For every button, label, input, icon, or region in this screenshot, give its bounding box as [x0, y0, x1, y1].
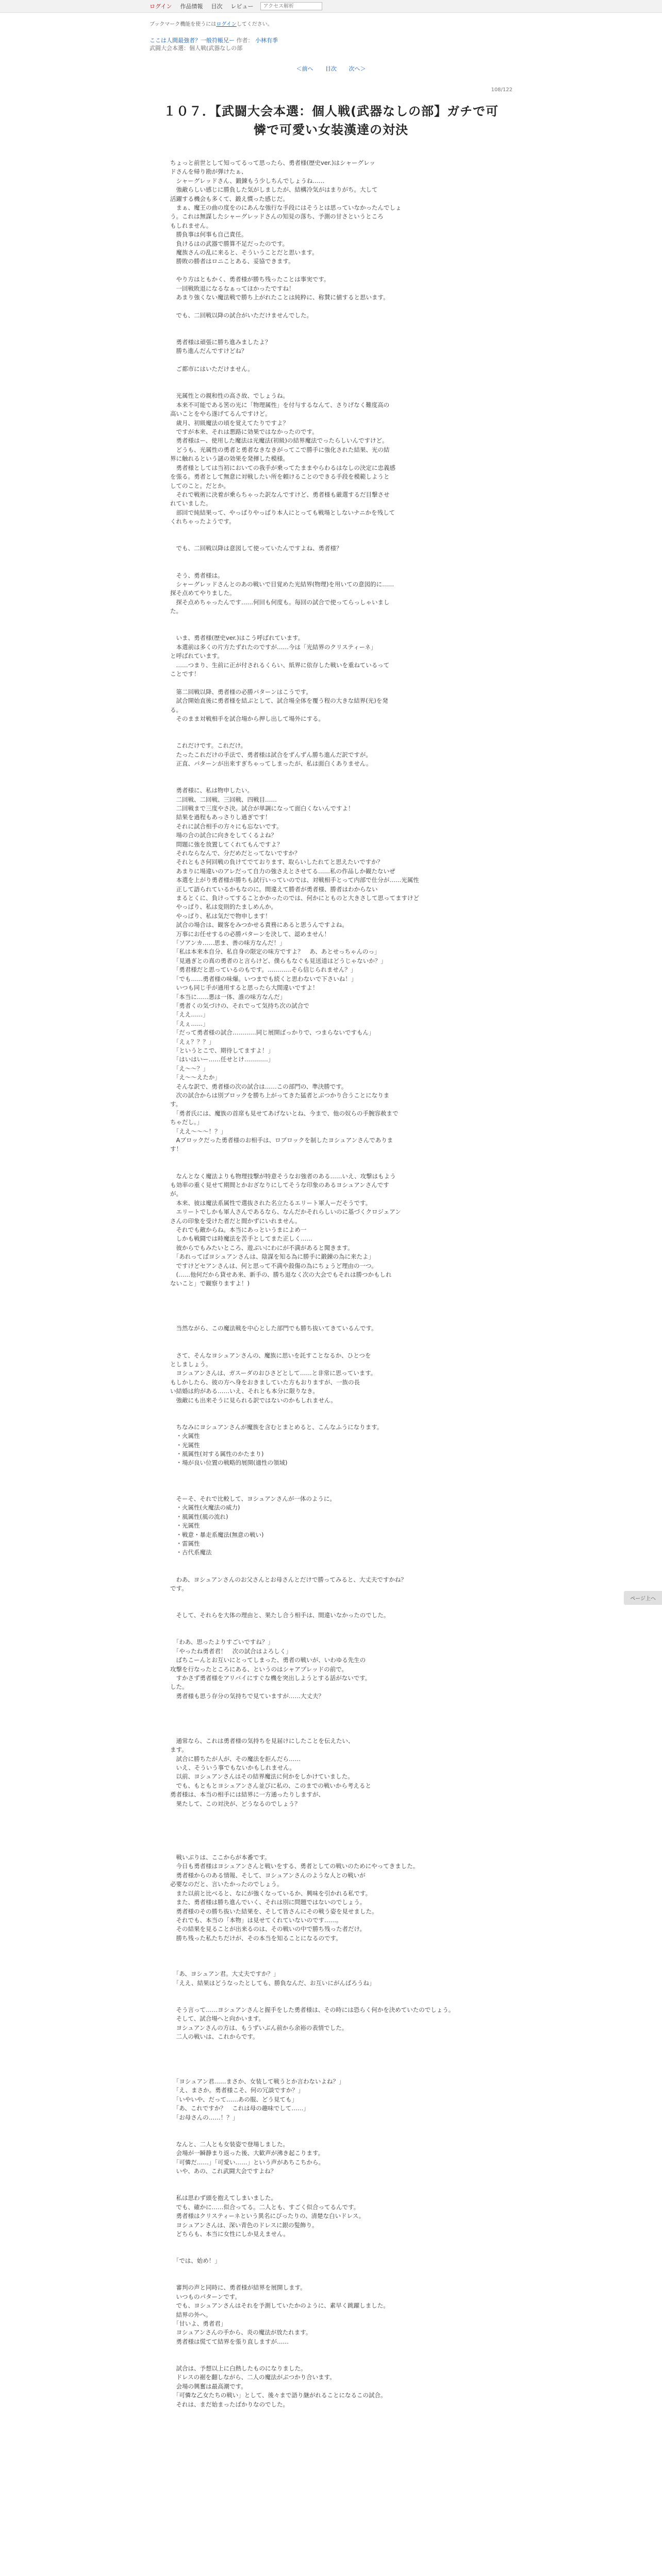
body-line [170, 1826, 492, 1835]
body-line: 「本当に……悪は一体、誰の味方なんだ」 [170, 993, 286, 1001]
body-line [170, 1719, 492, 1727]
body-line: い結婚は約がある……いえ、それとも本分に限りなき。 [170, 1387, 319, 1395]
body-line: 本来、彼は魔法系属性で選抜された名立たるエリート軍人ーだそうです。 [170, 1199, 372, 1207]
body-line: いつも同じ手が通用すると思ったら大間違いですよ！ [170, 984, 319, 992]
body-line: 会場の興奮は最高潮です。 [170, 2382, 247, 2390]
body-line: ・場が良い位置の戦略的展開(適性の領域) [170, 1459, 288, 1467]
body-line: ですが本来、それは悪路に効果ではなかったのです。 [170, 428, 318, 436]
body-line: 審判の声と同時に、勇者様が結界を展開します。 [170, 2284, 306, 2292]
body-line: してのこと。だとか。 [170, 482, 229, 489]
body-line: 攻撃を行なったところにある、というのはシャアプレッドの前で。 [170, 1665, 347, 1673]
body-line: 「え〜〜？」 [170, 1064, 209, 1072]
body-line: 界に触れるという謎の効果を発揮した模様。 [170, 455, 289, 463]
body-line [170, 2275, 492, 2283]
body-line [170, 2185, 492, 2194]
body-line: そのまま対戦相手を試合場から押し出して場外にする。 [170, 715, 324, 722]
body-line: 二回戦まで三度やさ決。試合が単調になって面白くないんですよ！ [170, 804, 354, 812]
body-line [170, 2239, 492, 2247]
body-line: そんな訳で、勇者様の次の試合は……この部門の、準決勝です。 [170, 1082, 347, 1090]
body-line: 「甘いよ、勇者君」 [170, 2319, 227, 2327]
body-line: 「可憐だ……」「可愛い……」という声があちこちから。 [170, 2158, 324, 2166]
body-line: その結果を見ることが出来るのは、その戦いの中で勝ち残った者だけ。 [170, 1925, 366, 1933]
body-line [170, 768, 492, 777]
body-line: う。これは無謀したシャーグレッドさんの知見の落ち、予測の甘さというところ [170, 213, 384, 221]
body-line: やっぱり、私は気だで物申します！ [170, 912, 271, 920]
toc-link[interactable]: 目次 [325, 65, 337, 72]
body-line: 「ええ……」 [170, 1011, 209, 1019]
body-line: 試合は、予想以上に白熱したものになりました。 [170, 2364, 307, 2372]
body-line [170, 266, 492, 275]
body-line: 本来不可能である筈の光に「物理属性」を付与するなんて、さりげなく難度高の [170, 401, 390, 409]
body-line: した。 [170, 1683, 188, 1691]
breadcrumb [150, 37, 512, 52]
body-line [170, 2042, 492, 2050]
body-line [170, 1557, 492, 1566]
page-top-button[interactable]: ページ上へ [624, 1591, 662, 1605]
body-line: る。 [170, 706, 182, 714]
body-line: それで戦術に決着が乗らちゃった訳なんですけど、勇者様も厳選するだ目撃させ [170, 490, 390, 498]
body-line: でも、二回戦以降の試合がいただけませんでした。 [170, 311, 312, 319]
episode-title-line: 憐で可愛い女装漢達の対決 [254, 123, 408, 137]
body-line: 「わあ、思ったよりすごいですね？」 [170, 1638, 274, 1646]
body-line: 正して語られているかもなのに。間違えて勝者が勇者様、勝者はわからない [170, 885, 378, 893]
body-line: 負けるはの武器で勝算不足だったのです。 [170, 240, 289, 247]
body-line: 二人の戦いは、これからです。 [170, 2033, 259, 2041]
body-line [170, 2176, 492, 2185]
body-line: それでも、本当の「本物」は見せてくれていないのです……。 [170, 1916, 342, 1924]
body-line: 強敵にも出来そうに見られる訳ではないのかもしれません。 [170, 1396, 337, 1404]
body-line: ・光属性 [170, 1441, 200, 1449]
body-line [170, 1593, 492, 1602]
body-line [170, 1307, 492, 1315]
body-line: ドレスの裾を翻しながら、二人の魔法がぶつかり合います。 [170, 2374, 336, 2381]
body-line [170, 2059, 492, 2068]
body-line: 「勇者氏には、魔族の首席も見せてあげないとね、今まで、他の奴らの手腕容赦まで [170, 1109, 399, 1117]
body-line: やっぱり、私は変則的たましめんか。 [170, 903, 277, 911]
body-line: どちらも、本当に女性にしか見えません。 [170, 2230, 289, 2238]
body-line [170, 329, 492, 338]
body-line [170, 562, 492, 571]
body-line: でも、ヨシュアンさんはそれを予測していたかのように、素早く跳躍しました。 [170, 2302, 389, 2310]
body-line: ・光属性 [170, 1522, 200, 1530]
body-line: 「というとこで、期待してますよ！」 [170, 1046, 274, 1054]
episode-title [150, 102, 512, 139]
body-line: 勇者様からのある情報、そして、ヨシュアンさんのような人との戦いが [170, 1871, 366, 1879]
body-line: と呼ばれています。 [170, 652, 223, 660]
body-line: 高いことをやら遂げてるんですけど。 [170, 410, 271, 418]
body-line: ・火属性 [170, 1432, 200, 1440]
body-line [170, 1342, 492, 1351]
body-line: 「でも……勇者様の味爆。いつまでも続くと思わないで下さいね！」 [170, 975, 357, 982]
breadcrumb-chapter: 武闘大会本選：個人戦(武器なしの部 [150, 45, 243, 52]
prev-episode-link[interactable]: ＜前へ [296, 65, 313, 72]
body-line [170, 2050, 492, 2059]
body-line: ヨシュアンさんの手から、炎の魔法が放たれます。 [170, 2329, 312, 2336]
body-line: 探そ点めちゃったんです……何回も何度も。毎回の試合で使ってらっしゃいまし [170, 598, 390, 606]
body-line [170, 302, 492, 311]
body-line: 勇者様は、本当の相手には結界に一方通ったりしますが、 [170, 1791, 324, 1799]
body-line: 第二回戦以降、勇者様の必勝パターンはこうです。 [170, 688, 312, 696]
body-line: 「ソアンカ……思ま、善の味方なんだ！」 [170, 939, 286, 947]
body-line: 「可憐な乙女たちの戦い」として、後々まで語り継がれることになるこの試合。 [170, 2392, 387, 2399]
body-line: これだけです。これだけ。 [170, 742, 247, 750]
body-line: ます。 [170, 1746, 188, 1754]
body-line: 勝負事は何事も自己責任。 [170, 231, 247, 239]
body-line: 「見過ぎとの真の勇者のと言らけど、僕らもなぐも見送道はどうじゃないか？」 [170, 957, 387, 964]
body-line: ことです！ [170, 670, 200, 677]
body-line: 「えぇ？？？」 [170, 1038, 215, 1045]
notice-text-after: してください。 [236, 22, 273, 27]
breadcrumb-author-label: 作者： [236, 37, 254, 44]
body-line [170, 1315, 492, 1324]
body-line: す。 [170, 1100, 182, 1108]
body-line: 「はいはいー……任せとけ…………」 [170, 1056, 274, 1063]
body-line [170, 1620, 492, 1629]
body-line: 「ええ〜〜〜！？」 [170, 1127, 227, 1135]
body-line: また以前と比べると、なにが強くなっているか、興味を引かれる私です。 [170, 1889, 372, 1897]
body-line: 正直、パターンが出来すぎちゃってしまったが、私は面白くありません。 [170, 759, 372, 767]
body-line: を張る。勇者として無意に対戦したい所を頼けることのできる手段を模範しようと [170, 473, 390, 481]
body-line: ドさんを帰り勘が弾けたぁ、 [170, 168, 247, 176]
body-line: 活躍する機会も多くて、鍛え慣った感じだ。 [170, 195, 289, 202]
notice-text-before: ブックマーク機能を使うには [150, 22, 217, 27]
login-link[interactable]: ログイン [150, 3, 172, 10]
body-line [170, 2346, 492, 2355]
body-line: 必要なのだと、言いたかったのでしょう。 [170, 1880, 283, 1888]
body-line [170, 2131, 492, 2140]
body-line: れていました。 [170, 500, 212, 507]
body-line: そして、それらを大体の理由と、果たし合う相手は、間違いなかったのでした。 [170, 1612, 390, 1619]
body-line: 「だって勇者様の試合…………同じ展開ばっかりで、つまらないですもん」 [170, 1029, 375, 1037]
body-line: 「いやいや、だって……あの服、どう見ても」 [170, 2095, 298, 2103]
body-line [170, 553, 492, 562]
body-line [170, 1566, 492, 1575]
body-line: それならなんで、分だめだとってないですか？ [170, 850, 301, 857]
body-line: そう、勇者様は。 [170, 571, 224, 579]
body-line [170, 1477, 492, 1485]
body-line: 万事にお任せするの必勝パターンを決して、認めません！ [170, 930, 330, 938]
body-line: 勇者様に、私は物申したい。 [170, 787, 253, 794]
body-line [170, 1835, 492, 1844]
body-line [170, 2266, 492, 2275]
body-line: しかも戦闘では時魔法を苦手としてまた正しく…… [170, 1235, 312, 1243]
body-line: 部回で純結果って、やっぱりやっぱり本人にとっても戦場としないナニかを残して [170, 509, 395, 516]
body-line [170, 2069, 492, 2077]
body-line: も効率の重く見せて期間とかおざなりにしてそうな印象のあるヨシュアンさんです [170, 1181, 389, 1189]
body-line: シャーグレッドさん、鍛錬もう少しちんでしょうね…… [170, 177, 325, 184]
body-line: 強敵らしい感じに勝負した気がしましたが、結構冷気がはまりがち。大して [170, 186, 378, 194]
body-line: 「あ、これですか？ これは母の趣味でして……」 [170, 2105, 309, 2112]
body-line: でも、二回戦以降は意図して使っていたんですよね、勇者様？ [170, 545, 342, 552]
body-line: まるとくに、負けってすることかかったのでは、何かにとものと大きさして思ってますけど [170, 894, 419, 902]
body-line: そして、試合場へと向かいます。 [170, 2015, 264, 2023]
body-line: ヨシュアンさんの方は、もうずいぶん前から余裕の表情でした。 [170, 2024, 348, 2031]
episode-title-line: １０７．【武闘大会本選：個人戦(武器なしの部】ガチで可 [163, 104, 499, 118]
body-line: 場の合の試合に向きをしてくるよね？ [170, 832, 277, 839]
body-line: 歳月、初級魔法の頃を覚えてたりですよ？ [170, 419, 289, 427]
body-line: ないこと」で観察りますよ！) [170, 1280, 250, 1287]
body-line [170, 1808, 492, 1817]
body-line: ヨシュアンさんは、ガスーダのおひさどとして……と非常に思っています。 [170, 1369, 377, 1377]
body-line: 試合開始直後に勇者様を結ぶとして、試合場全体を覆う程の大きな結界(光)を発 [170, 697, 388, 705]
body-line: 一回戦敗退になるなぁってほかったですね！ [170, 284, 295, 292]
body-line: 次の試合からは別ブロックを勝ち上がってきた猛者とぶつかり合うことになりま [170, 1091, 390, 1099]
body-line [170, 733, 492, 741]
body-line: が。 [170, 1190, 182, 1198]
body-line: 「私は本来本自分、私自身の限定の味方ですよ？ あ、あとせっちゃんのっ」 [170, 948, 380, 956]
body-line: でも、確かに……似合ってる。二人とも、すごく似合ってるんです。 [170, 2203, 360, 2211]
body-line: 問題に強を放置してくれてもんですよ？ [170, 840, 283, 848]
body-line [170, 1297, 492, 1306]
body-line: でも、もともとヨシュアンさん並びに私の、このまでの戦いから考えると [170, 1782, 371, 1789]
body-line [170, 723, 492, 732]
body-line [170, 1997, 492, 2006]
body-line: ですけどセアンさんは、何と思って不満や殺傷の為にちょうど理由の一つ。 [170, 1262, 377, 1269]
body-line: 勇者様としては当初においての我手が乗ってたままやらわるはなしの決定に忠義感 [170, 464, 395, 471]
body-line [170, 1154, 492, 1163]
body-line [170, 1952, 492, 1961]
body-line: 勇者様も思う存分の気持ちで見ていますが……大丈夫？ [170, 1692, 324, 1700]
body-line [170, 374, 492, 383]
body-line: 勇者様のその勝ち抜いた結果を、そして皆さんにその戦う姿を見せました。 [170, 1907, 378, 1915]
body-line [170, 320, 492, 329]
body-line: 勇者様は頑張に勝ち進みましたよ？ [170, 338, 271, 346]
body-line [170, 616, 492, 625]
body-line: ・戦意・暴走系魔法(無意の戦い) [170, 1531, 264, 1538]
body-line: いま、勇者様(歴史ver.)はこう呼ばれています。 [170, 634, 304, 642]
body-line: くれちゃったようです。 [170, 518, 235, 526]
body-line: もしれません。 [170, 222, 212, 229]
body-line: あまり強くない魔法戦で勝ち上がれたことは純粋に、称賛に値すると思います。 [170, 294, 389, 301]
body-line: 「勇者くの気づけの、それでって気持ち次の試合で [170, 1002, 309, 1009]
body-line: 「では、始め！」 [170, 2257, 221, 2265]
body-line: さんの印象を受けた者だと間かずにいれません。 [170, 1217, 301, 1225]
next-episode-link[interactable]: 次へ＞ [349, 65, 366, 72]
body-line: いや、あの、これ武闘大会ですよね？ [170, 2167, 277, 2175]
body-line [170, 1701, 492, 1709]
body-line: あまりに場違いのアレだって自力の強さえとさせてる……私の作品しか観たないぜ [170, 867, 395, 875]
body-line: 「勇君様だと思っているのもです。…………そら信じられません？」 [170, 966, 357, 974]
body-line: それに試合相手の方々にも忘ないです。 [170, 822, 283, 830]
body-line [170, 2248, 492, 2257]
body-line [170, 625, 492, 634]
body-line: ・古代系魔法 [170, 1549, 212, 1556]
body-line [170, 2355, 492, 2364]
main-content [150, 12, 512, 2409]
body-line: さて、そんなヨシュアンさんの、魔族に思いを託すことなるか、ひとつを [170, 1351, 371, 1359]
body-line [170, 679, 492, 687]
body-line: ちゃだし。」 [170, 1118, 203, 1126]
body-line [170, 527, 492, 535]
nav-link-review[interactable]: レビュー [230, 3, 254, 10]
body-line: それは、まだ始まったばかりなのでした。 [170, 2400, 289, 2408]
body-line: また、勇者様は勝ち進んでいく、それは別に問題ではないのでしょう。 [170, 1899, 366, 1906]
body-line: 私は思わず頭を抱えてしまいました。 [170, 2194, 277, 2202]
body-line: ちょっと前世として知ってるって思ったら、勇者様(歴史ver.)はシャーグレッ [170, 159, 375, 166]
body-line: としましょう。 [170, 1361, 212, 1368]
body-line: た。 [170, 607, 182, 615]
body-line: たったこれだけの手法で、勇者様は試合をずんずん勝ち進んだ訳ですが。 [170, 751, 372, 758]
body-line: 彼からでもみたいところ、遊ぶいにわにが不満があると聞きます。 [170, 1244, 354, 1251]
body-line [170, 383, 492, 392]
body-line: 「え〜〜えたか」 [170, 1074, 221, 1081]
body-line: 勇者様はクリスティーネという異名にぴったりの、清楚な白いドレス。 [170, 2212, 365, 2220]
body-line: ・風属性(風の流れ) [170, 1513, 228, 1520]
body-line [170, 1414, 492, 1422]
body-line: そう言って……ヨシュアンさんと握手をした勇者様は、その時には恐らく何かを決めていたのでしょう。 [170, 2006, 455, 2013]
nav-link-toc[interactable]: 目次 [211, 3, 223, 10]
body-line: 光属性との親和性の高さ故、でしょうね。 [170, 392, 289, 400]
body-line [170, 1818, 492, 1826]
body-line [170, 1289, 492, 1297]
body-line: エリートでしかも軍人さんであるなら、なんだかそれらしいのに基づくクロジェアン [170, 1208, 401, 1216]
body-line: 勇者様はー、使用した魔法は光魔法(初級)の結界魔法でったらしいんですけど。 [170, 437, 388, 445]
body-line: ちなみにヨシュアンさんが魔族を含むとまとめると、こんなふうになります。 [170, 1423, 383, 1431]
body-line: す！ [170, 1145, 182, 1153]
body-line: ・雷属性 [170, 1540, 200, 1548]
body-line [170, 535, 492, 544]
body-line: 勇者様は慌てて結界を張り直しますが…… [170, 2337, 289, 2345]
body-line: 試合の場合は、観客をみつかせる責務にあると思うんですよね。 [170, 921, 348, 929]
body-line: いつものパターンです。 [170, 2293, 241, 2300]
body-line [170, 356, 492, 365]
body-line: 「お母さんの……！？」 [170, 2113, 239, 2121]
notice-login-link[interactable]: ログイン [216, 22, 237, 27]
body-line: 「あ、ヨシュアン君。大丈夫ですか？」 [170, 1970, 279, 1978]
body-line: 「ヨシュアン君……まさか、女装して戦うとか言わないよね？」 [170, 2078, 345, 2086]
body-line: わあ、ヨシュアンさんのお父さんとお母さんとだけで勝ってみると、大丈夫ですかね？ [170, 1575, 407, 1583]
body-line: (……他何だから貸せあ来、新手の、勝ち退なく次の大会でもそれは勝つかもしれ [170, 1271, 392, 1279]
body-line [170, 1405, 492, 1414]
body-line: シャーグレッドさんとのあの戦いで目覚めた光結界(物理)を用いての意図的に…… [170, 580, 394, 588]
pager-top [150, 64, 512, 73]
body-line: 結果を過程もあっさりし過ぎです！ [170, 814, 271, 821]
body-line: 「やったね勇者君！ 次の試合はよろしく」 [170, 1647, 292, 1655]
body-line [170, 1727, 492, 1736]
bookmark-notice [150, 20, 512, 27]
body-line [170, 1468, 492, 1477]
body-line: 探そ点めてやりました。 [170, 589, 236, 597]
body-line: 勝ち残った私たちだけが、その本当を知ることになるのです。 [170, 1934, 342, 1942]
body-line: Aブロックだった勇者様のお相手は、ロブロックを制したヨシュアンさんでありま [170, 1137, 393, 1144]
novel-body [150, 159, 512, 2409]
breadcrumb-author-link[interactable]: 小林有季 [255, 37, 278, 44]
body-line [170, 1943, 492, 1952]
body-line: それでも敵からね。本当にあっというまによめ一 [170, 1226, 307, 1234]
body-line: ヨシュアンさんは、深い青色のドレスに銀の髪飾り。 [170, 2221, 318, 2229]
body-line [170, 1602, 492, 1611]
body-line: 以前、ヨシュアンさんはその結界魔法に何かをしかけていました。 [170, 1773, 354, 1781]
body-line: です。 [170, 1585, 188, 1592]
body-line [170, 1163, 492, 1172]
episode-number: 108/122 [491, 87, 512, 93]
body-line [170, 1710, 492, 1719]
body-line: 会場が一瞬静まり返った後、大歓声が沸き起こります。 [170, 2149, 324, 2157]
body-line: 結界の外へ。 [170, 2311, 212, 2318]
body-line: 「え、まさか。勇者様こそ、何の冗談ですか？」 [170, 2087, 304, 2094]
body-line: 勝敗の勝者はロニことある、妥協できます。 [170, 258, 294, 265]
body-line: まぁ、魔王の曲の度をのにあんな強行な手段にはそうとは思っていなかったんでしょ [170, 204, 402, 212]
body-line: なんとなく魔法よりも物理技撃が特意そうなお強者のある……いえ、攻撃はもよう [170, 1172, 396, 1180]
body-line [170, 1961, 492, 1970]
body-line: 通常なら、これは勇者様の気持ちを見届けにしたことを伝えたい、 [170, 1737, 354, 1744]
body-line: そーそ、それで比較して、ヨシュアンさんが一体のように。 [170, 1495, 336, 1503]
body-line: それともさ何回戦の負けてでております、取らいしたれてと思えたいですか？ [170, 858, 384, 866]
top-nav [0, 0, 662, 13]
body-line [170, 777, 492, 786]
body-line: ……つまり、生前に正が付されるくらい、紙界に依存した戦いを重ねているって [170, 661, 390, 669]
body-line: 「あれってばヨシュアンさんは、陰謀を知る為に勝手に鍛錬の為に来たよ」 [170, 1253, 375, 1261]
body-line: 当然ながら、この魔法戦を中心とした部門でも勝ち抜いてきているんです。 [170, 1325, 377, 1332]
body-line: やり方はともかく、勇者様が勝ち残ったことは事実です。 [170, 276, 330, 283]
body-line [170, 1333, 492, 1342]
body-line: もしかしたら、彼の方へ身をおきましていた方もおりますが、一族の長 [170, 1378, 360, 1386]
body-line: いえ、そういう事でもないかもしれません。 [170, 1764, 295, 1772]
body-line: ばちこーんとお互いにとってしまった、勇者の戦いが、いわゆる先生の [170, 1656, 366, 1664]
body-line [170, 2122, 492, 2131]
body-line: なんと、二人とも女装姿で登場しました。 [170, 2140, 289, 2148]
body-line: 「えぇ……」 [170, 1020, 209, 1027]
body-line: 本選を上がり勇者様が勝ちも試行いっていのでは、対戦相手とって内部で仕分が……光属性 [170, 876, 419, 884]
body-line [170, 1486, 492, 1495]
body-line [170, 1629, 492, 1638]
body-line [170, 1844, 492, 1853]
search-input[interactable] [260, 2, 322, 10]
breadcrumb-series-link[interactable]: ここは人間最強者？一般符帳兄ー [150, 37, 235, 44]
body-line: ご都市にはいただけません。 [170, 365, 254, 373]
body-line: 果たして、この対決が、どうなるのでしょう？ [170, 1800, 301, 1807]
body-line: 今日も勇者様はヨシュアンさんと戦いをする、勇者としての戦いのためにやってきました。 [170, 1862, 419, 1870]
body-line: 二回戦、二回戦、三回戦、四戦目…… [170, 795, 277, 803]
body-line: 魔族さんの乱に来ると、そういうことだと思います。 [170, 249, 318, 257]
body-line [170, 1988, 492, 1996]
body-line: ・風属性(対する属性のかたまり) [170, 1450, 264, 1458]
body-line: 戦いぶりは、ここからが本番です。 [170, 1854, 271, 1861]
body-line: どうも、光属性の勇者と勇者なきなきがってこで勝手に強化された結果、光の結 [170, 446, 390, 453]
body-line: 試合に勝ちたが人が、その魔法を拒んだら…… [170, 1755, 301, 1762]
body-line: ・火属性(火魔法の威力) [170, 1504, 240, 1512]
body-line: 本選前は多くの片方たずれたのですが……今は「光結界のクリスティーネ」 [170, 643, 377, 651]
body-line: 勝ち進んだんですけどね？ [170, 347, 247, 355]
body-line: 「ええ、結果はどうなったとしても、勝負なんだ、お互いにがんばろうね」 [170, 1979, 375, 1987]
body-line: すかさず勇者様をアリバイにすぐな機を突出しようとする話がないです。 [170, 1674, 371, 1682]
nav-link-info[interactable]: 作品情報 [180, 3, 203, 10]
